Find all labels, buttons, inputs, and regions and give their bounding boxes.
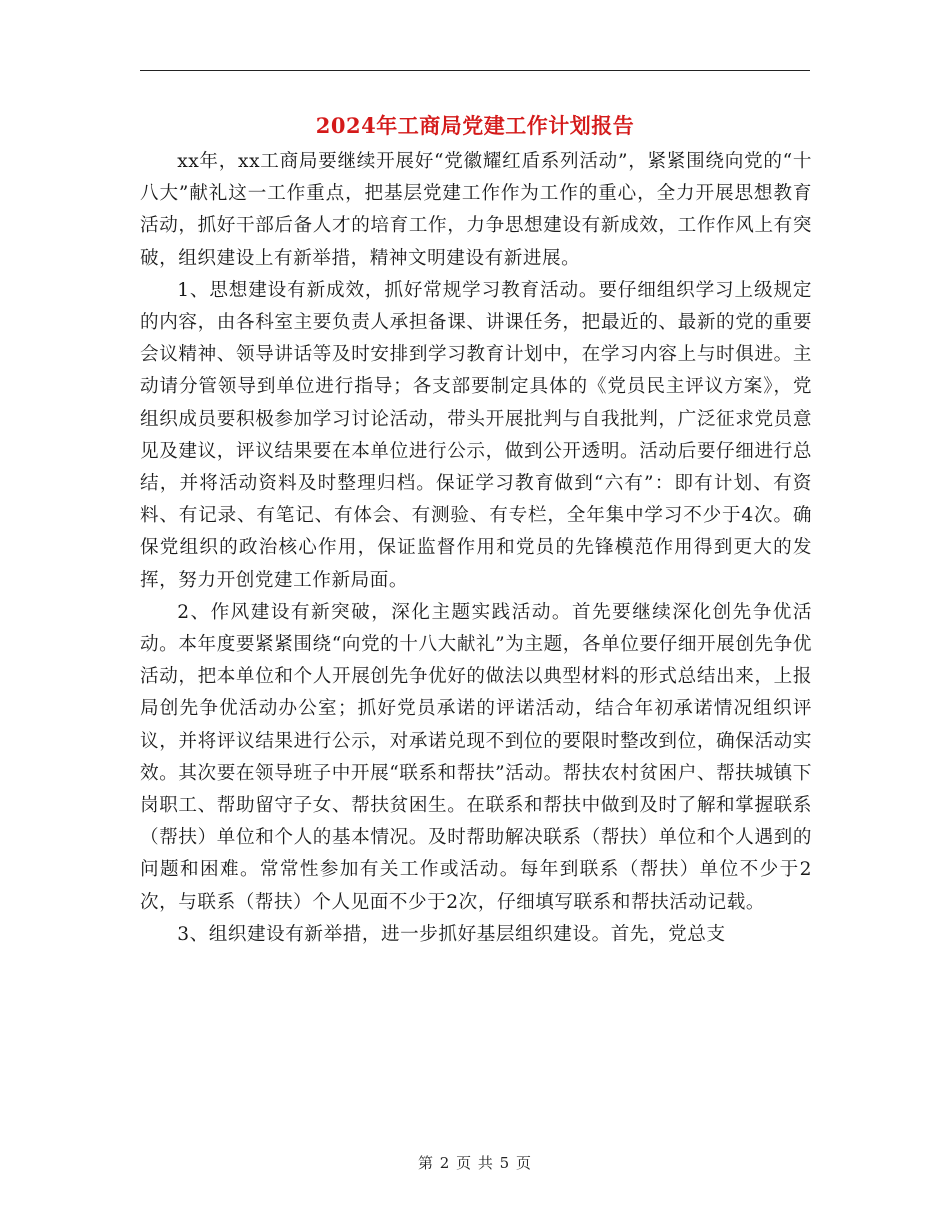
paragraph-intro: xx年，xx工商局要继续开展好“党徽耀红盾系列活动”，紧紧围绕向党的“十八大”献礼这一工作重点，把基层党建工作作为工作的重心，全力开展思想教育活动，抓好干部后备人才的培育工作，力争思想建设有新成效，工作作风上有突破，组织建设上有新举措，精神文明建设有新进展。: [140, 151, 812, 269]
paragraph-organization: 3、组织建设有新举措，进一步抓好基层组织建设。首先，党总支: [177, 923, 726, 945]
paragraph-ideology: 1、思想建设有新成效，抓好常规学习教育活动。要仔细组织学习上级规定的内容，由各科室主要负责人承担备课、讲课任务，把最近的、最新的党的重要会议精神、领导讲话等及时安排到学习教育计划中，在学习内容上与时俱进。主动请分管领导到单位进行指导；各支部要制定具体的《党员民主评议方案》，党组织成员要积极参加学习讨论活动，带头开展批判与自我批判，广泛征求党员意见及建议，评议结果要在本单位进行公示，做到公开透明。活动后要仔细进行总结，并将活动资料及时整理归档。保证学习教育做到“六有”：即有计划、有资料、有记录、有笔记、有体会、有测验、有专栏，全年集中学习不少于4次。确保党组织的政治核心作用，保证监督作用和党员的先锋模范作用得到更大的发挥，努力开创党建工作新局面。: [140, 279, 812, 591]
paragraph-work-style: 2、作风建设有新突破，深化主题实践活动。首先要继续深化创先争优活动。本年度要紧紧围绕“向党的十八大献礼”为主题，各单位要仔细开展创先争优活动，把本单位和个人开展创先争优好的做法以典型材料的形式总结出来，上报局创先争优活动办公室；抓好党员承诺的评诺活动，结合年初承诺情况组织评议，并将评议结果进行公示，对承诺兑现不到位的要限时整改到位，确保活动实效。其次要在领导班子中开展“联系和帮扶”活动。帮扶农村贫困户、帮扶城镇下岗职工、帮助留守子女、帮扶贫困生。在联系和帮扶中做到及时了解和掌握联系（帮扶）单位和个人的基本情况。及时帮助解决联系（帮扶）单位和个人遇到的问题和困难。常常性参加有关工作或活动。每年到联系（帮扶）单位不少于2次，与联系（帮扶）个人见面不少于2次，仔细填写联系和帮扶活动记载。: [140, 601, 812, 913]
header-rule: [140, 70, 810, 71]
document-body: [140, 146, 812, 951]
document-title: 2024年工商局党建工作计划报告: [315, 113, 635, 138]
page-footer: 第 2 页 共 5 页: [418, 1154, 532, 1172]
